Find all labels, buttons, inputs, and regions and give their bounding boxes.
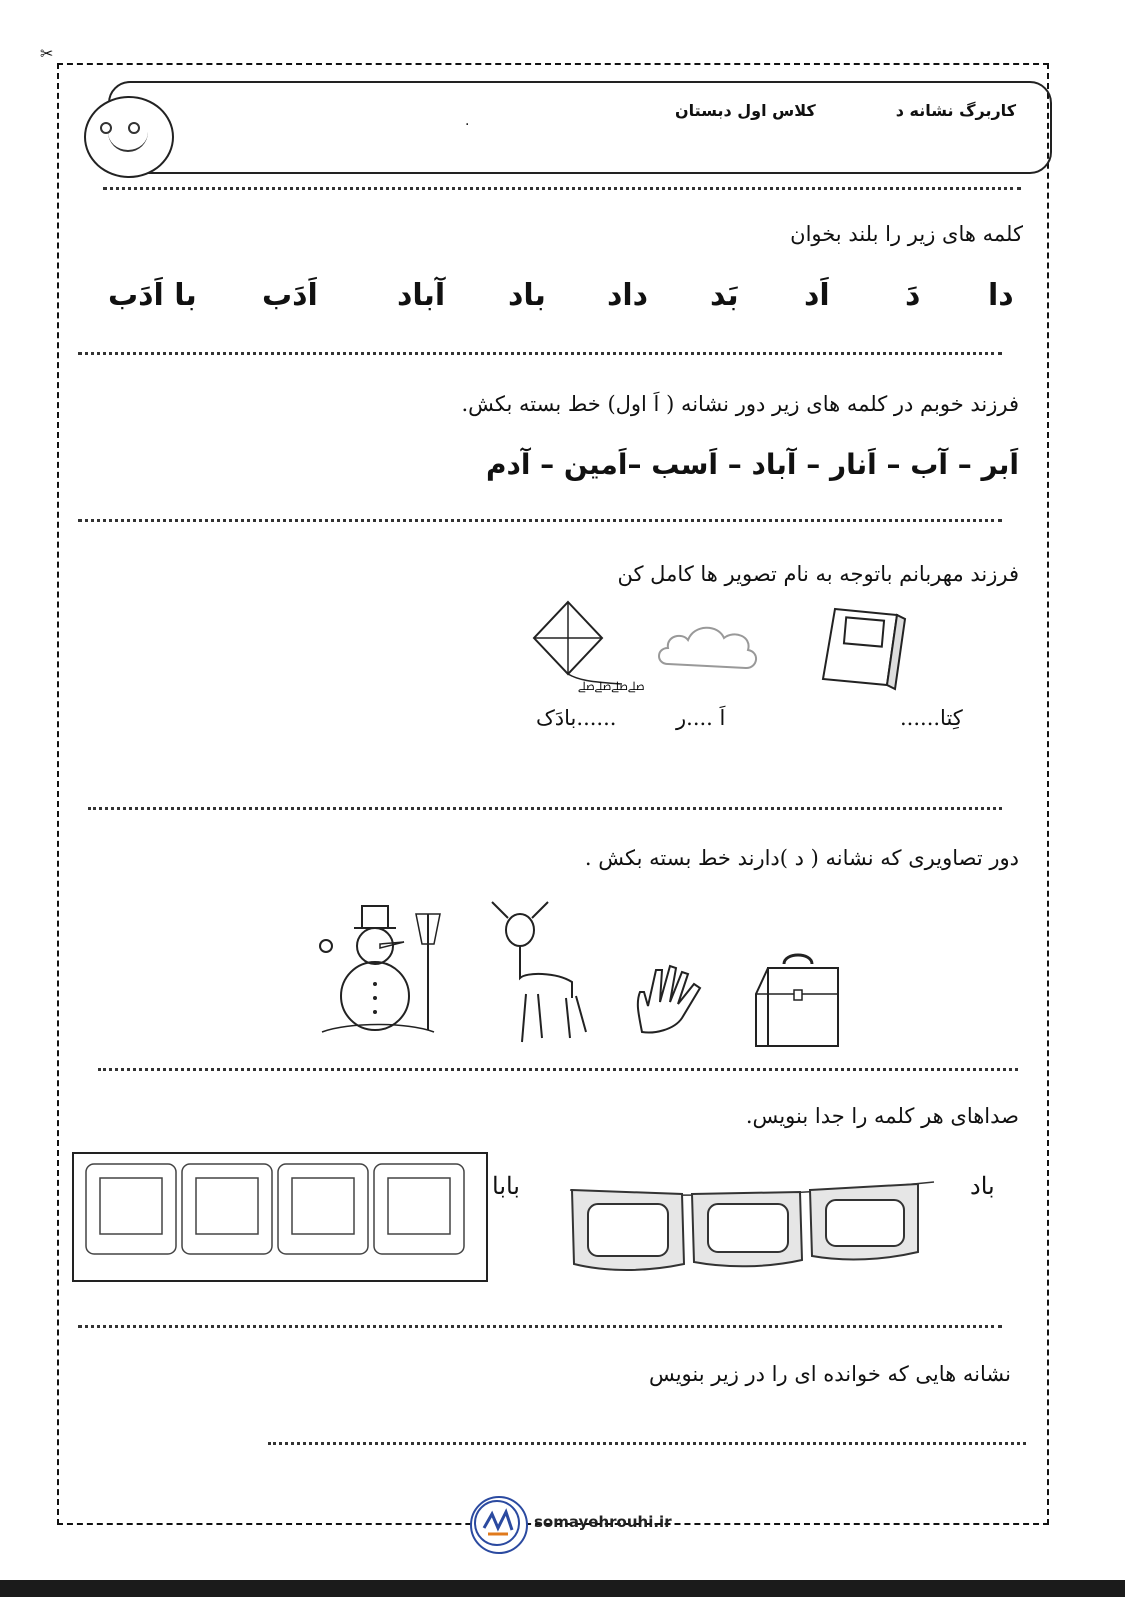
book-icon: [815, 605, 907, 693]
frames-box: [72, 1152, 488, 1282]
blank-cloud: اَ ....ر: [676, 706, 726, 730]
bag-icon: [750, 950, 846, 1050]
blank-kite: ......بادَک: [536, 706, 617, 730]
divider: [78, 519, 1002, 522]
word-baba: بابا: [492, 1172, 520, 1200]
writing-line: [268, 1442, 1026, 1445]
word-item: اَدَب: [262, 278, 318, 313]
section2-instruction: فرزند خوبم در کلمه های زیر دور نشانه ( اَ اول) خط بسته بکش.: [461, 392, 1019, 416]
section2-words: اَبر – آب – اَنار – آباد – اَسب –اَمین – آدم: [485, 448, 1019, 481]
section3-instruction: فرزند مهربانم باتوجه به نام تصویر ها کامل کن: [617, 562, 1019, 586]
scissors-icon: ✂: [40, 44, 54, 63]
logo-icon: [470, 1496, 528, 1554]
word-item: باد: [508, 278, 546, 313]
divider: [78, 1325, 1002, 1328]
divider: [78, 352, 1002, 355]
word-bad: باد: [970, 1172, 995, 1200]
footer-url[interactable]: somayehrouhi.ir: [534, 1513, 672, 1531]
word-item: دا: [988, 278, 1014, 313]
hand-icon: [634, 962, 714, 1036]
divider: [98, 1068, 1018, 1071]
divider: [103, 187, 1021, 190]
dashed-border: [57, 63, 1049, 1525]
deer-icon: [486, 898, 596, 1050]
section6-instruction: نشانه هایی که خوانده ای را در زیر بنویس: [648, 1362, 1011, 1386]
clothesline-frames-icon: [566, 1172, 938, 1276]
word-item: با اَدَب: [108, 278, 197, 313]
blank-book: کِتا......: [900, 706, 963, 730]
section1-instruction: کلمه های زیر را بلند بخوان: [790, 222, 1023, 246]
word-item: آباد: [397, 278, 446, 313]
header-dot: .: [465, 113, 470, 129]
snowman-icon: [318, 896, 448, 1046]
word-item: دَ: [905, 278, 921, 313]
word-item: اَد: [804, 278, 830, 313]
word-item: بَد: [710, 278, 739, 313]
section4-instruction: دور تصاویری که نشانه ( د )دارند خط بسته بکش .: [584, 846, 1019, 870]
divider: [88, 807, 1002, 810]
class-label: کلاس اول دبستان: [675, 101, 816, 120]
cloud-icon: [654, 618, 764, 676]
smiley-face-icon: [84, 96, 174, 178]
svg-text:ﷰﷰﷰﷰ: ﷰﷰﷰﷰ: [578, 680, 645, 693]
kite-icon: [530, 598, 645, 694]
picture-frames-icon: [74, 1154, 486, 1280]
word-item: داد: [607, 278, 649, 313]
worksheet-title: کاربرگ نشانه د: [895, 101, 1016, 120]
header-box: [108, 81, 1052, 174]
section5-instruction: صداهای هر کلمه را جدا بنویس.: [745, 1104, 1019, 1128]
